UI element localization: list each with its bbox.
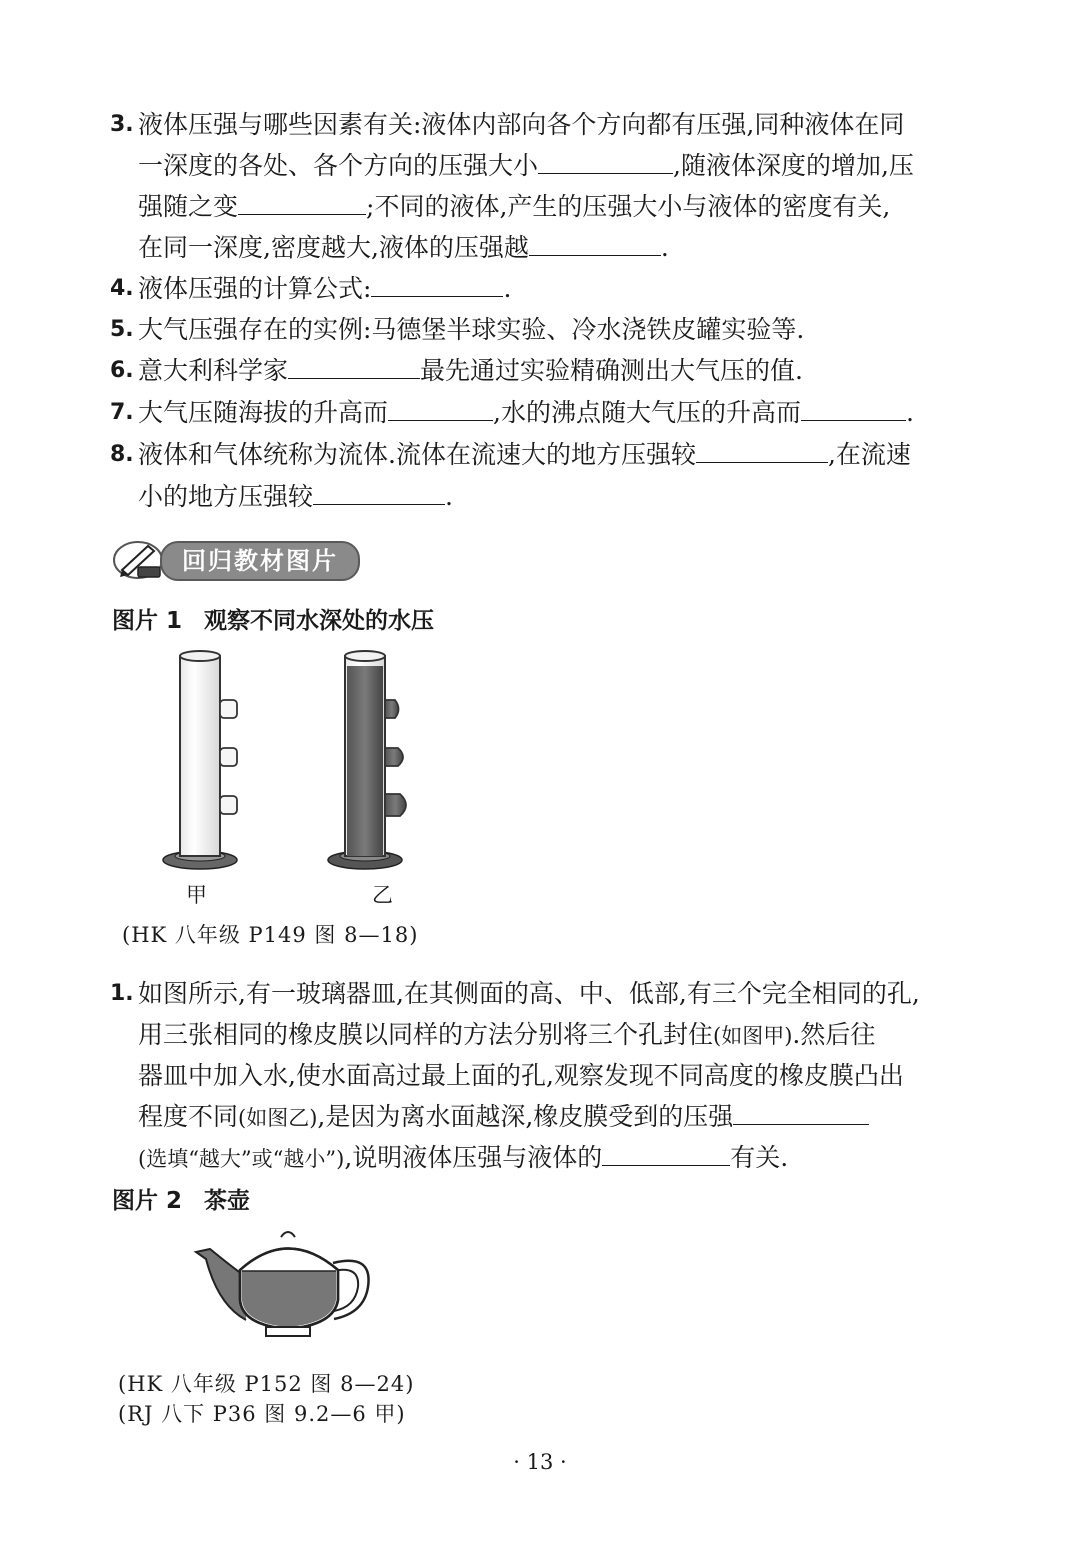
- answer-blank[interactable]: [388, 396, 493, 421]
- figure-label-jia: 甲: [186, 883, 207, 907]
- figure-caption-number: 图片 2: [112, 1188, 183, 1214]
- answer-blank[interactable]: [602, 1141, 730, 1166]
- question-text: 强随之变: [138, 192, 239, 221]
- tube-yi: [328, 651, 406, 869]
- figure-2-reference-rj: (RJ 八下 P36 图 9.2—6 甲): [118, 1402, 406, 1426]
- answer-blank[interactable]: [696, 438, 828, 463]
- question-text: 意大利科学家: [138, 356, 289, 385]
- question-text: ;不同的液体,产生的压强大小与液体的密度有关,: [366, 192, 891, 221]
- question-text: .: [445, 482, 453, 511]
- question-text: 最先通过实验精确测出大气压的值.: [420, 356, 803, 385]
- question-text: 如图所示,有一玻璃器皿,在其侧面的高、中、低部,有三个完全相同的孔,: [138, 979, 920, 1008]
- answer-blank[interactable]: [733, 1100, 869, 1125]
- question-text: 有关.: [730, 1143, 789, 1172]
- question-text: 一深度的各处、各个方向的压强大小: [138, 151, 539, 180]
- question-number: 7.: [110, 400, 134, 425]
- question-number: 4.: [110, 276, 134, 301]
- question-text: .: [503, 274, 512, 303]
- figure-label-yi: 乙: [372, 883, 393, 907]
- question-number: 5.: [110, 317, 134, 342]
- question-text: 液体和气体统称为流体.流体在流速大的地方压强较: [138, 440, 696, 469]
- answer-blank[interactable]: [538, 149, 673, 174]
- question-text: .然后往: [792, 1020, 876, 1049]
- question-text: 大气压随海拔的升高而: [138, 398, 389, 427]
- figure-caption-title: 茶壶: [204, 1188, 251, 1214]
- question-text: .: [660, 233, 669, 262]
- question-text: .: [905, 398, 914, 427]
- answer-blank[interactable]: [313, 480, 445, 505]
- question-text: ,水的沸点随大气压的升高而: [493, 398, 801, 427]
- question-text: 器皿中加入水,使水面高过最上面的孔,观察发现不同高度的橡皮膜凸出: [138, 1061, 904, 1090]
- figure-2-caption: [112, 1186, 250, 1216]
- figure-1-reference: (HK 八年级 P149 图 8—18): [122, 923, 419, 947]
- figure-caption-number: 图片 1: [112, 608, 183, 634]
- figure-caption-title: 观察不同水深处的水压: [204, 608, 435, 634]
- question-text: 用三张相同的橡皮膜以同样的方法分别将三个孔封住: [138, 1020, 714, 1049]
- question-text: ,是因为离水面越深,橡皮膜受到的压强: [317, 1102, 734, 1131]
- teapot-figure: [188, 1225, 388, 1345]
- question-text: 小的地方压强较: [138, 482, 314, 511]
- section-title: 回归教材图片: [160, 541, 360, 581]
- question-text: ,说明液体压强与液体的: [344, 1143, 603, 1172]
- answer-blank[interactable]: [801, 396, 906, 421]
- question-text: ,在流速: [827, 440, 911, 469]
- figure-1-caption: [112, 606, 434, 636]
- figure-2-reference-hk: (HK 八年级 P152 图 8—24): [118, 1372, 415, 1396]
- section-header: [112, 538, 362, 582]
- question-number: 1.: [110, 981, 134, 1006]
- answer-blank[interactable]: [529, 231, 661, 256]
- question-note: (如图乙): [238, 1106, 318, 1130]
- answer-blank[interactable]: [238, 190, 366, 215]
- question-number: 6.: [110, 358, 134, 383]
- question-number: 8.: [110, 442, 134, 467]
- page-number: · 13 ·: [513, 1450, 567, 1474]
- question-text: 程度不同: [138, 1102, 239, 1131]
- answer-blank[interactable]: [288, 354, 420, 379]
- question-text: 在同一深度,密度越大,液体的压强越: [138, 233, 529, 262]
- question-text: 液体压强与哪些因素有关:液体内部向各个方向都有压强,同种液体在同: [138, 110, 905, 139]
- answer-blank[interactable]: [371, 272, 503, 297]
- tube-jia: [163, 651, 237, 869]
- question-text: 液体压强的计算公式:: [138, 274, 372, 303]
- question-text: ,随液体深度的增加,压: [673, 151, 914, 180]
- question-note: (选填“越大”或“越小”): [138, 1147, 345, 1171]
- question-note: (如图甲): [713, 1024, 793, 1048]
- water-pressure-figure: [150, 648, 450, 888]
- question-text: 大气压强存在的实例:马德堡半球实验、冷水浇铁皮罐实验等.: [138, 315, 805, 344]
- question-number: 3.: [110, 112, 134, 137]
